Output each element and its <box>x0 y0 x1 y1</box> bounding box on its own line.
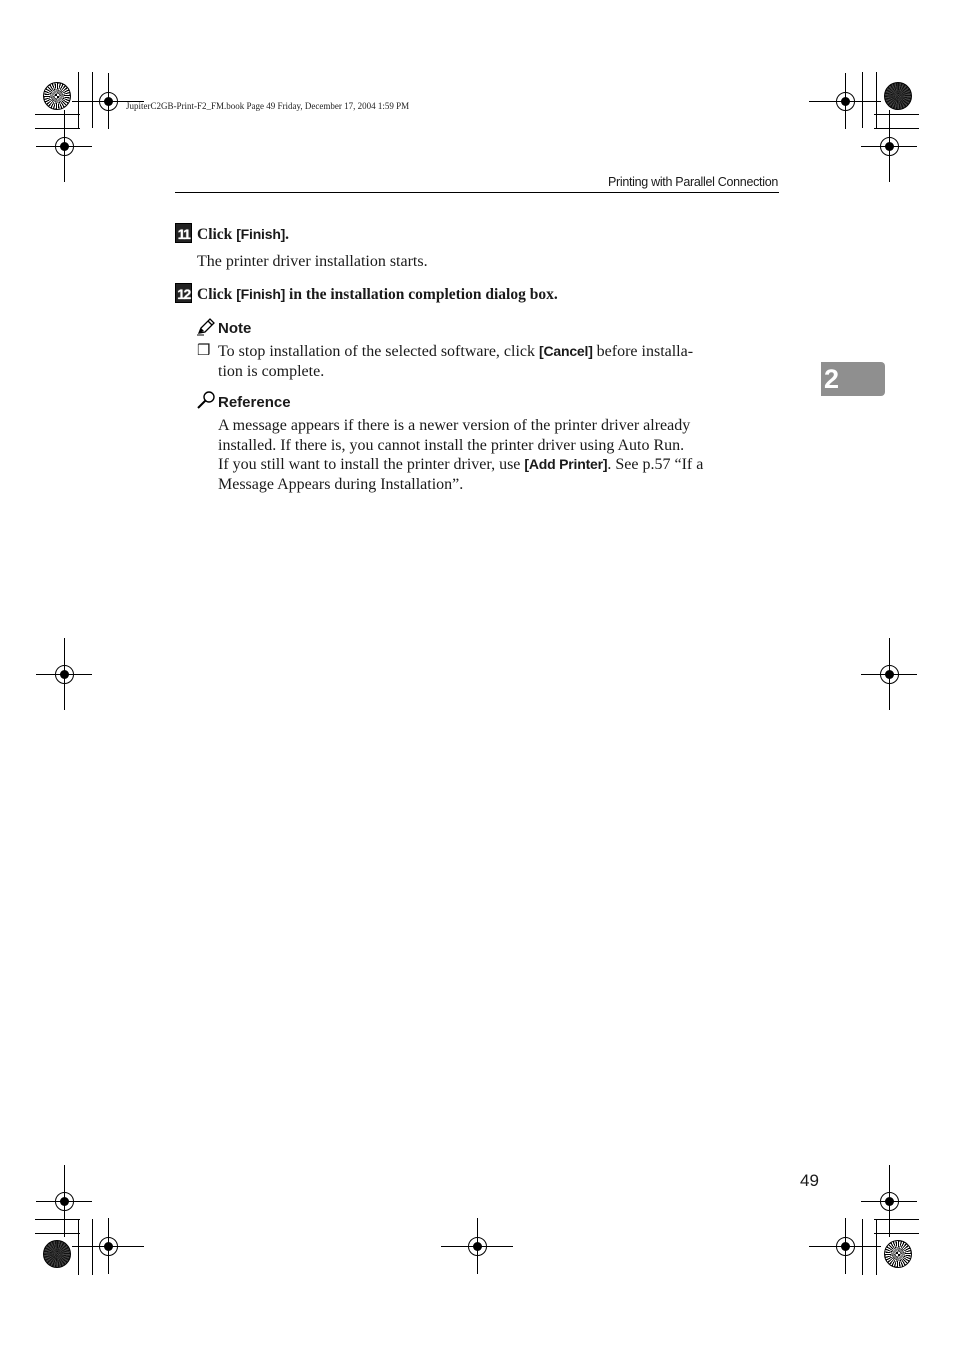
step-suffix: in the installation completion dialog box. <box>285 286 558 303</box>
step-suffix: . <box>285 226 290 243</box>
step-prefix: Click <box>197 286 237 303</box>
trim-line <box>35 114 80 115</box>
color-rosette-bottom-left <box>43 1240 71 1268</box>
reference-text <box>218 416 780 494</box>
print-file-info: JupiterC2GB-Print-F2_FM.book Page 49 Friday, December 17, 2004 1:59 PM <box>126 101 410 111</box>
trim-line <box>874 1233 919 1234</box>
trim-line <box>862 72 863 128</box>
note-text-line2: tion is complete. <box>218 362 325 380</box>
pencil-icon <box>196 318 216 336</box>
trim-line <box>92 1219 93 1275</box>
ui-key-cancel: [Cancel] <box>539 343 593 359</box>
note-text <box>218 342 780 381</box>
ui-key-finish: [Finish] <box>236 226 286 242</box>
color-rosette-top-right <box>884 82 912 110</box>
trim-line <box>35 1219 80 1220</box>
trim-line <box>862 1219 863 1275</box>
note-text-before: To stop installation of the selected software, click <box>218 343 540 360</box>
step-instruction <box>197 286 558 304</box>
trim-line <box>874 114 919 115</box>
trim-line <box>78 72 79 128</box>
step-number-badge: 11 <box>175 223 192 243</box>
reference-line3-before: If you still want to install the printer driver, use <box>218 456 525 473</box>
reference-line: A message appears if there is a newer version of the printer driver already <box>218 417 691 434</box>
chapter-tab <box>821 362 885 396</box>
note-text-after: before installa- <box>592 343 694 360</box>
trim-line <box>876 1219 877 1275</box>
trim-line <box>35 1233 80 1234</box>
trim-line <box>35 128 80 129</box>
running-header: Printing with Parallel Connection <box>607 175 778 189</box>
chapter-number: 2 <box>824 364 840 394</box>
page-number: 49 <box>800 1171 819 1190</box>
reference-line: installed. If there is, you cannot install the printer driver using Auto Run. <box>218 436 685 454</box>
trim-line <box>876 72 877 128</box>
step-prefix: Click <box>197 226 237 243</box>
step-number-badge: 12 <box>175 283 192 303</box>
trim-line <box>78 1219 79 1275</box>
color-rosette-top-left <box>43 82 71 110</box>
note-heading: Note <box>218 320 252 337</box>
trim-line <box>92 72 93 128</box>
magnifier-icon <box>196 390 216 410</box>
reference-line3-after: . See p.57 “If a <box>607 456 704 473</box>
ui-key-finish: [Finish] <box>236 286 286 302</box>
trim-line <box>874 128 919 129</box>
reference-heading: Reference <box>218 394 291 411</box>
note-bullet: ❒ <box>197 343 211 359</box>
color-rosette-bottom-right <box>884 1240 912 1268</box>
reference-line: Message Appears during Installation”. <box>218 475 464 493</box>
trim-line <box>874 1219 919 1220</box>
header-rule <box>175 192 779 193</box>
step-instruction <box>197 226 289 244</box>
step-description: The printer driver installation starts. <box>197 253 428 270</box>
ui-key-add-printer: [Add Printer] <box>524 456 608 472</box>
